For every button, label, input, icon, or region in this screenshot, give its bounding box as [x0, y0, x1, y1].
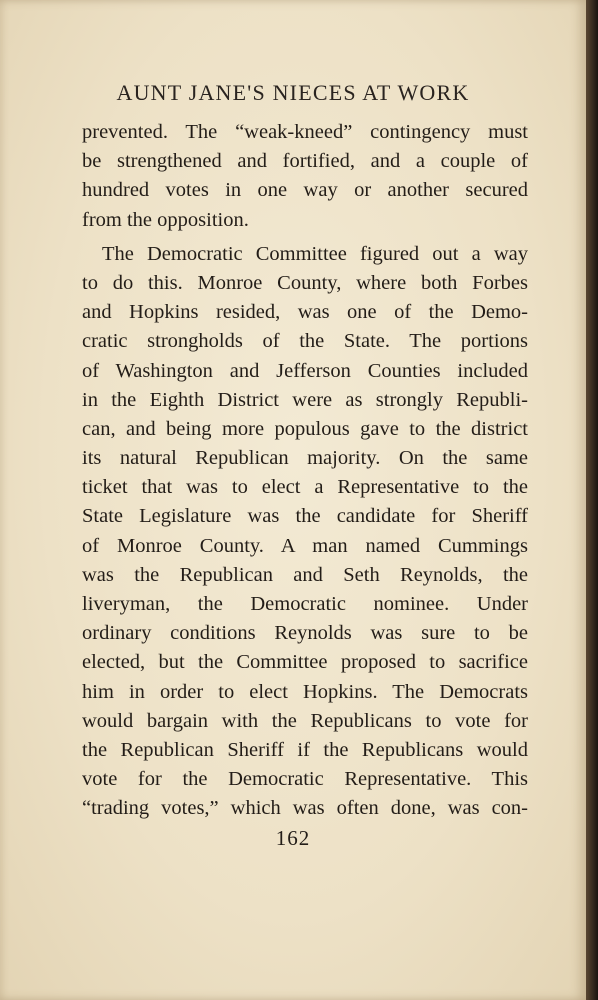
text-line: be strengthened and fortified, and a couple of [82, 150, 528, 173]
text-line: vote for the Democratic Representative. This [82, 768, 528, 791]
text-line: would bargain with the Republicans to vote for [82, 709, 528, 732]
text-line: prevented. The “weak-kneed” contingency must [82, 121, 528, 143]
text-line: elected, but the Committee proposed to sacrifice [82, 651, 528, 674]
text-line: of Monroe County. A man named Cummings [82, 534, 528, 557]
text-line: can, and being more populous gave to the district [82, 417, 528, 440]
text-line: to do this. Monroe County, where both Forbes [82, 271, 528, 294]
text-line: hundred votes in one way or another secured [82, 179, 528, 202]
text-line: cratic strongholds of the State. The portions [82, 330, 528, 353]
text-line: ordinary conditions Reynolds was sure to be [82, 622, 528, 645]
text-line: The Democratic Committee figured out a way [102, 242, 528, 265]
text-line: was the Republican and Seth Reynolds, the [82, 563, 528, 586]
text-line: him in order to elect Hopkins. The Democrats [82, 680, 528, 703]
text-line: and Hopkins resided, was one of the Demo- [82, 301, 528, 324]
text-line: of Washington and Jefferson Counties included [82, 359, 528, 382]
text-line: State Legislature was the candidate for Sheriff [82, 505, 528, 528]
text-line: the Republican Sheriff if the Republicans would [82, 738, 528, 761]
page-edge-shadow [586, 0, 598, 1000]
page-number: 162 [275, 826, 311, 850]
text-line: ticket that was to elect a Representative to the [82, 476, 528, 499]
text-line: liveryman, the Democratic nominee. Under [82, 593, 528, 615]
text-line: its natural Republican majority. On the same [82, 447, 528, 470]
body-text [82, 118, 528, 824]
text-line: from the opposition. [82, 208, 249, 231]
text-line: in the Eighth District were as strongly Republi- [82, 388, 528, 411]
text-line: “trading votes,” which was often done, was con- [82, 797, 528, 820]
running-head: AUNT JANE'S NIECES AT WORK [116, 80, 470, 105]
